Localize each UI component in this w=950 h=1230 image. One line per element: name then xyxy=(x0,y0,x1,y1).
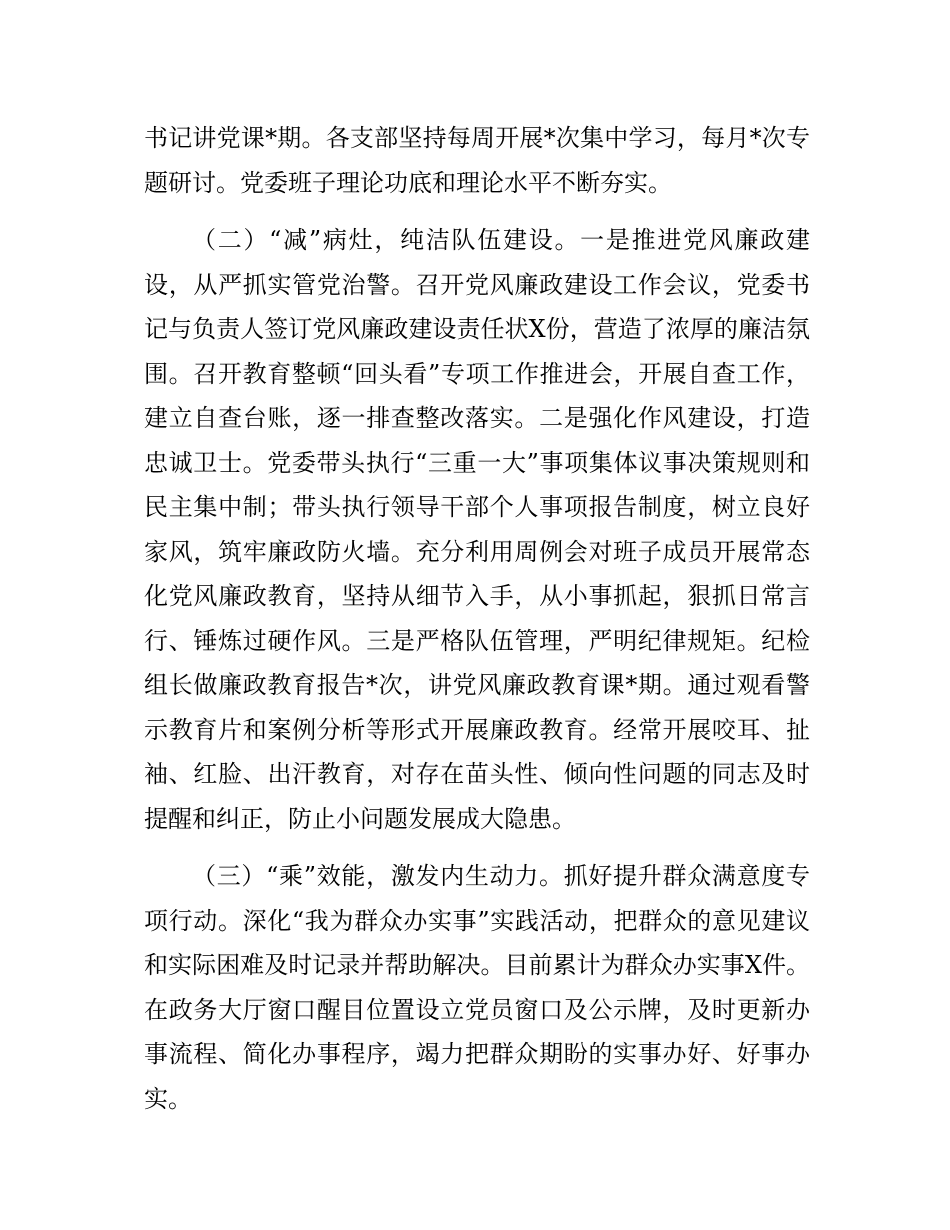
document-body xyxy=(144,116,810,1121)
paragraph-study-continuation: 书记讲党课*期。各支部坚持每周开展*次集中学习，每月*次专题研讨。党委班子理论功底和理论水平不断夯实。 xyxy=(144,124,810,197)
paragraph-section-two: （二）“减”病灶，纯洁队伍建设。一是推进党风廉政建设，从严抓实管党治警。召开党风廉政建设工作会议，党委书记与负责人签订党风廉政建设责任状X份，营造了浓厚的廉洁氛围。召开教育整顿“回头看”专项工作推进会，开展自查工作，建立自查台账，逐一排查整改落实。二是强化作风建设，打造忠诚卫士。党委带头执行“三重一大”事项集体议事决策规则和民主集中制；带头执行领导干部个人事项报告制度，树立良好家风，筑牢廉政防火墙。充分利用周例会对班子成员开展常态化党风廉政教育，坚持从细节入手，从小事抓起，狠抓日常言行、锤炼过硬作风。三是严格队伍管理，严明纪律规矩。纪检组长做廉政教育报告*次，讲党风廉政教育课*期。通过观看警示教育片和案例分析等形式开展廉政教育。经常开展咬耳、扯袖、红脸、出汗教育，对存在苗头性、倾向性问题的同志及时提醒和纠正，防止小问题发展成大隐患。 xyxy=(144,226,810,833)
paragraph-section-three: （三）“乘”效能，激发内生动力。抓好提升群众满意度专项行动。深化“我为群众办实事”实践活动，把群众的意见建议和实际困难及时记录并帮助解决。目前累计为群众办实事X件。在政务大厅窗口醒目位置设立党员窗口及公示牌，及时更新办事流程、简化办事程序，竭力把群众期盼的实事办好、好事办实。 xyxy=(144,862,810,1113)
